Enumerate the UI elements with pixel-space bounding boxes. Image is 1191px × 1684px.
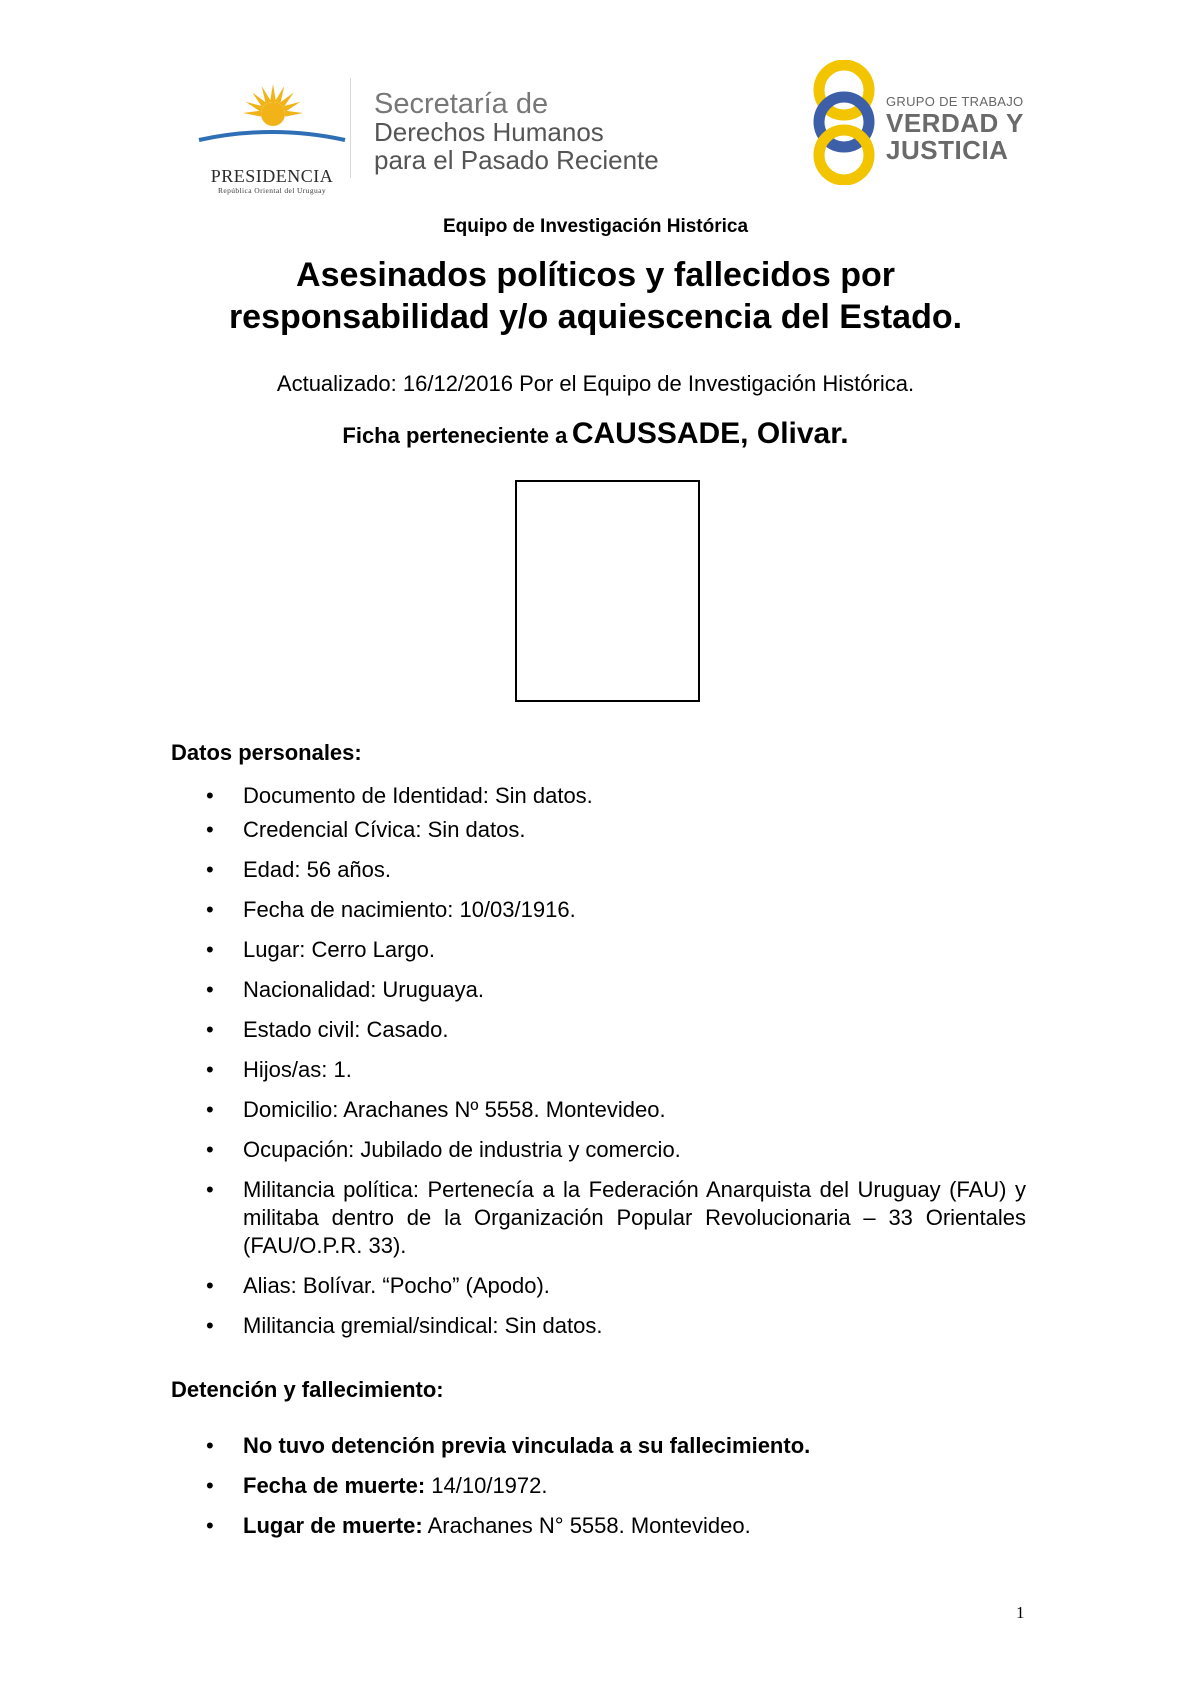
bullet-icon: •	[206, 1513, 214, 1538]
grupo-line-2: VERDAD Y	[886, 108, 1024, 138]
list-item: • Credencial Cívica: Sin datos.	[206, 817, 526, 842]
secretaria-line-2: Derechos Humanos	[374, 117, 604, 147]
bullet-icon: •	[206, 1017, 214, 1042]
secretaria-logo-text	[374, 90, 659, 174]
bullet-icon: •	[206, 937, 214, 962]
bullet-icon: •	[206, 1177, 214, 1202]
list-item: • Militancia política: Pertenecía a la Federación Anarquista del Uruguay (FAU) y militaba dentro de la Organización Popular Revolucionaria – 33 Orientales (FAU/O.P.R. 33).	[206, 1177, 1026, 1258]
fecha-muerte-value: 14/10/1972.	[425, 1473, 548, 1498]
list-item: • Edad: 56 años.	[206, 857, 392, 882]
photo-placeholder	[515, 480, 700, 702]
secretaria-line-3: para el Pasado Reciente	[374, 145, 659, 175]
bullet-icon: •	[206, 977, 214, 1002]
page-header	[0, 60, 1191, 195]
document-title	[0, 254, 1191, 338]
updated-line: Actualizado: 16/12/2016 Por el Equipo de Investigación Histórica.	[276, 371, 915, 396]
detencion-title: Detención y fallecimiento:	[171, 1377, 444, 1402]
list-item	[171, 1512, 1026, 1540]
datos-personales-title: Datos personales:	[171, 740, 362, 765]
grupo-line-3: JUSTICIA	[886, 135, 1009, 165]
list-item: • Domicilio: Arachanes Nº 5558. Montevideo.	[206, 1097, 666, 1122]
secretaria-line-1: Secretaría de	[374, 88, 549, 120]
bullet-icon: •	[206, 897, 214, 922]
bullet-icon: •	[206, 1057, 214, 1082]
bullet-icon: •	[206, 1473, 214, 1498]
detencion-list	[171, 1432, 1026, 1540]
list-item: • Documento de Identidad: Sin datos.	[206, 783, 593, 808]
ficha-person-name: CAUSSADE, Olivar.	[571, 417, 849, 450]
page-number: 1	[1016, 1603, 1025, 1622]
bullet-icon: •	[206, 1097, 214, 1122]
bullet-icon: •	[206, 783, 214, 808]
list-item: • Fecha de nacimiento: 10/03/1916.	[206, 897, 576, 922]
list-item: • Ocupación: Jubilado de industria y comercio.	[206, 1137, 681, 1162]
datos-personales-list	[171, 782, 1026, 1340]
presidencia-name: PRESIDENCIA	[210, 166, 334, 186]
list-item: • Lugar: Cerro Largo.	[206, 937, 435, 962]
grupo-line-1: GRUPO DE TRABAJO	[886, 94, 1024, 109]
title-line-1: Asesinados políticos y fallecidos por	[296, 256, 895, 294]
bullet-icon: •	[206, 857, 214, 882]
ficha-heading	[0, 417, 1191, 451]
presidencia-subtitle: República Oriental del Uruguay	[217, 186, 326, 195]
bullet-icon: •	[206, 817, 214, 842]
presidencia-logo	[197, 82, 345, 195]
rings-icon	[812, 60, 892, 185]
team-name: Equipo de Investigación Histórica	[442, 216, 749, 237]
list-item: • No tuvo detención previa vinculada a su fallecimiento.	[206, 1433, 811, 1458]
list-item: • Estado civil: Casado.	[206, 1017, 449, 1042]
list-item: • Militancia gremial/sindical: Sin datos.	[206, 1313, 603, 1338]
list-item: • Hijos/as: 1.	[206, 1057, 352, 1082]
logo-divider	[350, 78, 351, 178]
list-item: • Alias: Bolívar. “Pocho” (Apodo).	[206, 1273, 550, 1298]
title-line-2: responsabilidad y/o aquiescencia del Estado.	[228, 298, 963, 336]
ficha-label: Ficha perteneciente a	[342, 423, 568, 448]
bullet-icon: •	[206, 1433, 214, 1458]
list-item	[171, 1472, 1026, 1500]
horizon-arc-icon	[197, 128, 347, 142]
bullet-icon: •	[206, 1313, 214, 1338]
bullet-icon: •	[206, 1137, 214, 1162]
bullet-icon: •	[206, 1273, 214, 1298]
lugar-muerte-label: Lugar de muerte:	[243, 1513, 423, 1538]
lugar-muerte-value: Arachanes N° 5558. Montevideo.	[422, 1513, 751, 1538]
verdad-justicia-logo	[812, 60, 1032, 190]
fecha-muerte-label: Fecha de muerte:	[243, 1473, 426, 1498]
list-item: • Nacionalidad: Uruguaya.	[206, 977, 484, 1002]
